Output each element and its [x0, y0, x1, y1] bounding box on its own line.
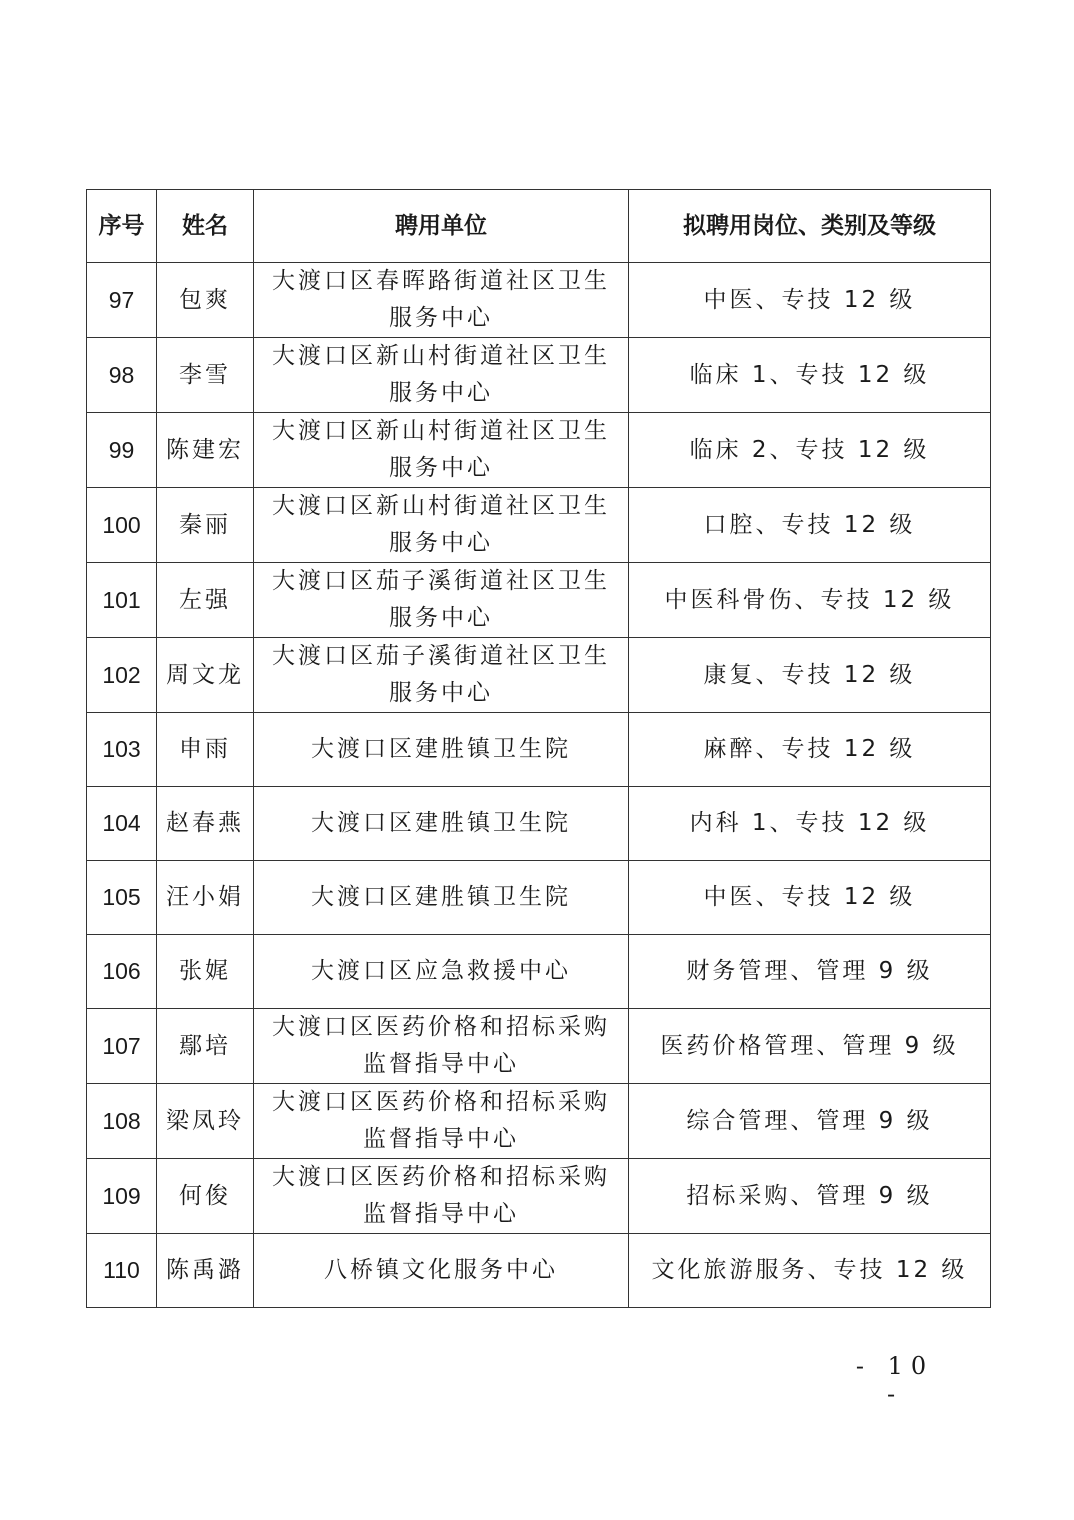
page-number: - 10 -	[855, 1352, 935, 1408]
row-unit: 大渡口区新山村街道社区卫生服务中心	[254, 413, 629, 488]
row-unit: 大渡口区新山村街道社区卫生服务中心	[254, 488, 629, 563]
row-index: 101	[87, 563, 157, 638]
row-name: 何俊	[157, 1159, 254, 1234]
row-position: 中医、专技 12 级	[629, 263, 991, 338]
header-row	[87, 190, 991, 263]
row-name: 包爽	[157, 263, 254, 338]
row-unit: 大渡口区医药价格和招标采购监督指导中心	[254, 1159, 629, 1234]
row-position: 中医、专技 12 级	[629, 861, 991, 935]
row-index: 109	[87, 1159, 157, 1234]
row-position: 内科 1、专技 12 级	[629, 787, 991, 861]
row-unit: 大渡口区应急救援中心	[254, 935, 629, 1009]
row-name: 陈建宏	[157, 413, 254, 488]
table-row	[87, 563, 991, 638]
table-body	[87, 263, 991, 1308]
row-index: 104	[87, 787, 157, 861]
row-index: 97	[87, 263, 157, 338]
table-row	[87, 638, 991, 713]
row-index: 102	[87, 638, 157, 713]
row-name: 鄢培	[157, 1009, 254, 1084]
table-row	[87, 1159, 991, 1234]
header-position: 拟聘用岗位、类别及等级	[629, 190, 991, 263]
row-index: 106	[87, 935, 157, 1009]
row-name: 赵春燕	[157, 787, 254, 861]
row-position: 临床 1、专技 12 级	[629, 338, 991, 413]
table-row	[87, 935, 991, 1009]
table-row	[87, 338, 991, 413]
row-unit: 大渡口区医药价格和招标采购监督指导中心	[254, 1009, 629, 1084]
row-index: 108	[87, 1084, 157, 1159]
row-name: 左强	[157, 563, 254, 638]
row-unit: 八桥镇文化服务中心	[254, 1234, 629, 1308]
table-header	[87, 190, 991, 263]
row-index: 103	[87, 713, 157, 787]
table-row	[87, 787, 991, 861]
row-unit: 大渡口区新山村街道社区卫生服务中心	[254, 338, 629, 413]
table-row	[87, 1084, 991, 1159]
hiring-roster-table	[86, 189, 991, 1308]
row-position: 麻醉、专技 12 级	[629, 713, 991, 787]
row-position: 医药价格管理、管理 9 级	[629, 1009, 991, 1084]
row-index: 100	[87, 488, 157, 563]
row-position: 综合管理、管理 9 级	[629, 1084, 991, 1159]
row-name: 张娓	[157, 935, 254, 1009]
row-unit: 大渡口区茄子溪街道社区卫生服务中心	[254, 563, 629, 638]
row-position: 口腔、专技 12 级	[629, 488, 991, 563]
row-unit: 大渡口区建胜镇卫生院	[254, 861, 629, 935]
row-position: 文化旅游服务、专技 12 级	[629, 1234, 991, 1308]
table-row	[87, 1009, 991, 1084]
row-position: 中医科骨伤、专技 12 级	[629, 563, 991, 638]
table-row	[87, 488, 991, 563]
row-name: 秦丽	[157, 488, 254, 563]
row-unit: 大渡口区建胜镇卫生院	[254, 713, 629, 787]
row-unit: 大渡口区春晖路街道社区卫生服务中心	[254, 263, 629, 338]
row-name: 李雪	[157, 338, 254, 413]
row-index: 98	[87, 338, 157, 413]
table-row	[87, 413, 991, 488]
header-index: 序号	[87, 190, 157, 263]
row-position: 临床 2、专技 12 级	[629, 413, 991, 488]
row-position: 财务管理、管理 9 级	[629, 935, 991, 1009]
row-name: 陈禹潞	[157, 1234, 254, 1308]
header-name: 姓名	[157, 190, 254, 263]
row-name: 周文龙	[157, 638, 254, 713]
row-index: 107	[87, 1009, 157, 1084]
row-unit: 大渡口区医药价格和招标采购监督指导中心	[254, 1084, 629, 1159]
table-row	[87, 713, 991, 787]
header-unit: 聘用单位	[254, 190, 629, 263]
row-unit: 大渡口区茄子溪街道社区卫生服务中心	[254, 638, 629, 713]
row-position: 康复、专技 12 级	[629, 638, 991, 713]
row-index: 110	[87, 1234, 157, 1308]
table-row	[87, 263, 991, 338]
row-index: 105	[87, 861, 157, 935]
table-row	[87, 1234, 991, 1308]
row-unit: 大渡口区建胜镇卫生院	[254, 787, 629, 861]
table-row	[87, 861, 991, 935]
row-name: 汪小娟	[157, 861, 254, 935]
row-index: 99	[87, 413, 157, 488]
row-name: 梁凤玲	[157, 1084, 254, 1159]
row-name: 申雨	[157, 713, 254, 787]
row-position: 招标采购、管理 9 级	[629, 1159, 991, 1234]
